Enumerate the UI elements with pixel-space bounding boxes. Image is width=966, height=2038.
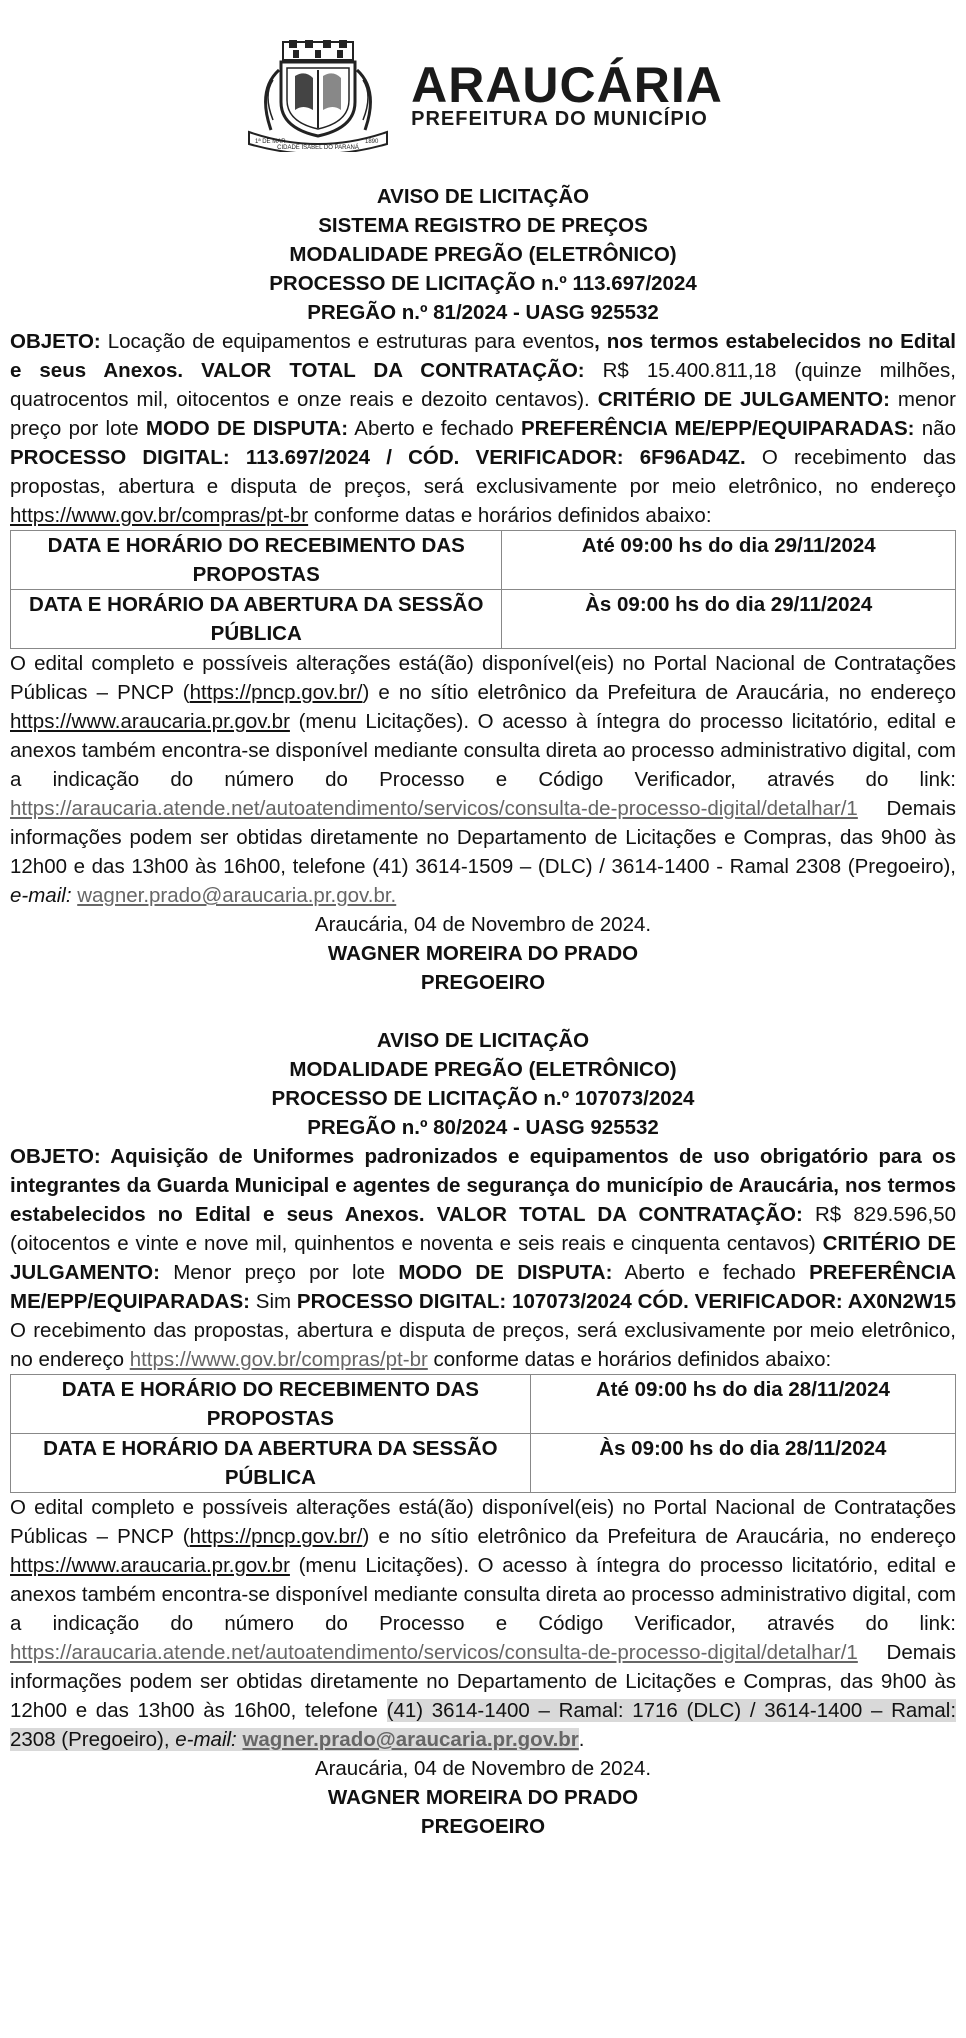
valor-text: R$ 829.596,50 (oitocentos e vinte e nove mil, quinhentos e noventa e seis reais e cinquenta centavos) (10, 1203, 956, 1255)
notice-2-titles (10, 1026, 956, 1142)
signer-name: WAGNER MOREIRA DO PRADO (327, 1786, 639, 1809)
notice-process-number: PROCESSO DE LICITAÇÃO n.º 107073/2024 (271, 1087, 695, 1110)
atende-link[interactable]: https://araucaria.atende.net/autoatendimento/servicos/consulta-de-processo-digital/detalhar/1 (10, 1641, 858, 1664)
criterio-label: CRITÉRIO DE JULGAMENTO: (597, 388, 890, 411)
sign-date: Araucária, 04 de Novembro de 2024. (314, 1757, 652, 1780)
spacer (10, 997, 956, 1026)
schedule-value: Às 09:00 hs do dia 28/11/2024 (530, 1434, 955, 1493)
process-code: PROCESSO DIGITAL: 107073/2024 CÓD. VERIFICADOR: AX0N2W15 (296, 1290, 956, 1313)
atende-link[interactable]: https://araucaria.atende.net/autoatendimento/servicos/consulta-de-processo-digital/detalhar/1 (10, 797, 858, 820)
pref-label: PREFERÊNCIA ME/EPP/EQUIPARADAS: (10, 1261, 957, 1313)
table-row (11, 1375, 956, 1434)
schedule-table (10, 1374, 956, 1493)
objeto-text: Locação de equipamentos e estruturas para eventos (100, 330, 595, 353)
edital-tail: (menu Licitações). O acesso à íntegra do processo licitatório, edital e anexos também encontra-se disponível mediante consulta direta ao processo administrativo digital, com a indicação do número do Processo e Código Verificador, através do link: (10, 1554, 956, 1635)
notice-1-titles (10, 182, 956, 327)
valor-text: R$ 15.400.811,18 (quinze milhões, quatrocentos mil, oitocentos e onze reais e dezoito centavos). (10, 359, 956, 411)
sign-date: Araucária, 04 de Novembro de 2024. (314, 913, 652, 936)
email-link[interactable]: wagner.prado@araucaria.pr.gov.br. (77, 884, 397, 907)
notice-modality: MODALIDADE PREGÃO (ELETRÔNICO) (289, 243, 677, 266)
notice-modality: MODALIDADE PREGÃO (ELETRÔNICO) (289, 1058, 677, 1081)
schedule-value: Às 09:00 hs do dia 29/11/2024 (502, 590, 956, 649)
modo-label: MODO DE DISPUTA: (145, 417, 349, 440)
email-link[interactable]: wagner.prado@araucaria.pr.gov.br (242, 1728, 579, 1751)
notice-1 (10, 182, 956, 997)
criterio-text: Menor preço por lote (159, 1261, 399, 1284)
pncp-link[interactable]: https://pncp.gov.br/ (189, 681, 363, 704)
table-row (11, 590, 956, 649)
coat-of-arms-icon (243, 40, 393, 152)
schedule-table (10, 530, 956, 649)
brand (411, 56, 723, 131)
crest-band-left: 1ª DE MAR (255, 139, 286, 145)
pncp-link[interactable]: https://pncp.gov.br/ (189, 1525, 363, 1548)
notice-1-signature (10, 910, 956, 997)
edital-text: O edital completo e possíveis alterações está(ão) disponível(eis) no Portal Nacional de Contratações Públicas – PNCP ( (10, 1496, 956, 1548)
edital-mid: ) e no sítio eletrônico da Prefeitura de Araucária, no endereço (362, 681, 956, 704)
schedule-value: Até 09:00 hs do dia 28/11/2024 (530, 1375, 955, 1434)
araucaria-link[interactable]: https://www.araucaria.pr.gov.br (10, 710, 290, 733)
notice-pregao-number: PREGÃO n.º 80/2024 - UASG 925532 (307, 1116, 659, 1139)
modo-text: Aberto e fechado (348, 417, 521, 440)
brand-name: ARAUCÁRIA (411, 56, 723, 113)
signer-role: PREGOEIRO (420, 971, 546, 994)
araucaria-link[interactable]: https://www.araucaria.pr.gov.br (10, 1554, 290, 1577)
process-code: PROCESSO DIGITAL: 113.697/2024 / CÓD. VERIFICADOR: 6F96AD4Z. (10, 446, 746, 469)
modo-text: Aberto e fechado (612, 1261, 810, 1284)
signer-name: WAGNER MOREIRA DO PRADO (327, 942, 639, 965)
crest-band-text: CIDADE ISABEL DO PARANÁ (277, 145, 359, 151)
notice-2-signature (10, 1754, 956, 1841)
header (10, 40, 956, 152)
objeto-label: OBJETO: (10, 330, 101, 353)
notice-subtitle: SISTEMA REGISTRO DE PREÇOS (318, 214, 648, 237)
notice-pregao-number: PREGÃO n.º 81/2024 - UASG 925532 (307, 301, 659, 324)
objeto-bold: OBJETO: Aquisição de Uniformes padronizados e equipamentos de uso obrigatório para os integrantes da Guarda Municipal e agentes de segurança do município de Araucária, nos termos estabelecidos no Edital e seus Anexos. VALOR TOTAL DA CONTRATAÇÃO: (10, 1145, 956, 1226)
notice-title: AVISO DE LICITAÇÃO (376, 1029, 590, 1052)
compras-link[interactable]: https://www.gov.br/compras/pt-br (129, 1348, 428, 1371)
schedule-label: DATA E HORÁRIO DO RECEBIMENTO DAS PROPOSTAS (11, 531, 502, 590)
receb-text: O recebimento das propostas, abertura e disputa de preços, será exclusivamente por meio eletrônico, no endereço (10, 1319, 956, 1371)
notice-2-body (10, 1142, 956, 1374)
email-label: e-mail: (10, 884, 72, 907)
signer-role: PREGOEIRO (420, 1815, 546, 1838)
notice-process-number: PROCESSO DE LICITAÇÃO n.º 113.697/2024 (269, 272, 697, 295)
email-label: e-mail: (175, 1728, 237, 1751)
receb-tail: conforme datas e horários definidos abaixo: (427, 1348, 832, 1371)
schedule-label: DATA E HORÁRIO DA ABERTURA DA SESSÃO PÚBLICA (11, 590, 502, 649)
edital-tail: (menu Licitações). O acesso à íntegra do processo licitatório, edital e anexos também encontra-se disponível mediante consulta direta ao processo administrativo digital, com a indicação do número do Processo e Código Verificador, através do link: (10, 710, 956, 791)
notice-1-edital (10, 649, 956, 910)
schedule-value: Até 09:00 hs do dia 29/11/2024 (502, 531, 956, 590)
notice-1-body (10, 327, 956, 530)
demais-text: Demais informações podem ser obtidas diretamente no Departamento de Licitações e Compras, das 9h00 às 12h00 e das 13h00 às 16h00, telefone (10, 1641, 956, 1722)
email-tail: . (578, 1728, 585, 1751)
crest-band-right: 1890 (365, 139, 379, 145)
edital-mid: ) e no sítio eletrônico da Prefeitura de Araucária, no endereço (362, 1525, 956, 1548)
table-row (11, 531, 956, 590)
pref-text: não (914, 417, 956, 440)
edital-text: O edital completo e possíveis alterações está(ão) disponível(eis) no Portal Nacional de Contratações Públicas – PNCP ( (10, 652, 956, 704)
receb-text: O recebimento das propostas, abertura e disputa de preços, será exclusivamente por meio eletrônico, no endereço (10, 446, 956, 498)
criterio-text: menor preço por lote (10, 388, 956, 440)
brand-subtitle: PREFEITURA DO MUNICÍPIO (411, 107, 708, 130)
pref-text: Sim (249, 1290, 297, 1313)
notice-2 (10, 1026, 956, 1841)
pref-label: PREFERÊNCIA ME/EPP/EQUIPARADAS: (521, 417, 915, 440)
receb-tail: conforme datas e horários definidos abaixo: (308, 504, 712, 527)
table-row (11, 1434, 956, 1493)
notice-title: AVISO DE LICITAÇÃO (376, 185, 590, 208)
modo-label: MODO DE DISPUTA: (398, 1261, 613, 1284)
objeto-bold: , nos termos estabelecidos no Edital e seus Anexos. VALOR TOTAL DA CONTRATAÇÃO: (10, 330, 956, 382)
compras-link[interactable]: https://www.gov.br/compras/pt-br (10, 504, 309, 527)
phone-text: (41) 3614-1400 – Ramal: 1716 (DLC) / 3614-1400 – Ramal: 2308 (Pregoeiro), (10, 1699, 957, 1751)
schedule-label: DATA E HORÁRIO DO RECEBIMENTO DAS PROPOSTAS (11, 1375, 531, 1434)
schedule-label: DATA E HORÁRIO DA ABERTURA DA SESSÃO PÚBLICA (11, 1434, 531, 1493)
demais-text: Demais informações podem ser obtidas diretamente no Departamento de Licitações e Compras, das 9h00 às 12h00 e das 13h00 às 16h00, telefone (41) 3614-1509 – (DLC) / 3614-1400 - Ramal 2308 (Pregoeiro), (10, 797, 956, 878)
criterio-label: CRITÉRIO DE JULGAMENTO: (10, 1232, 956, 1284)
notice-2-edital (10, 1493, 956, 1754)
